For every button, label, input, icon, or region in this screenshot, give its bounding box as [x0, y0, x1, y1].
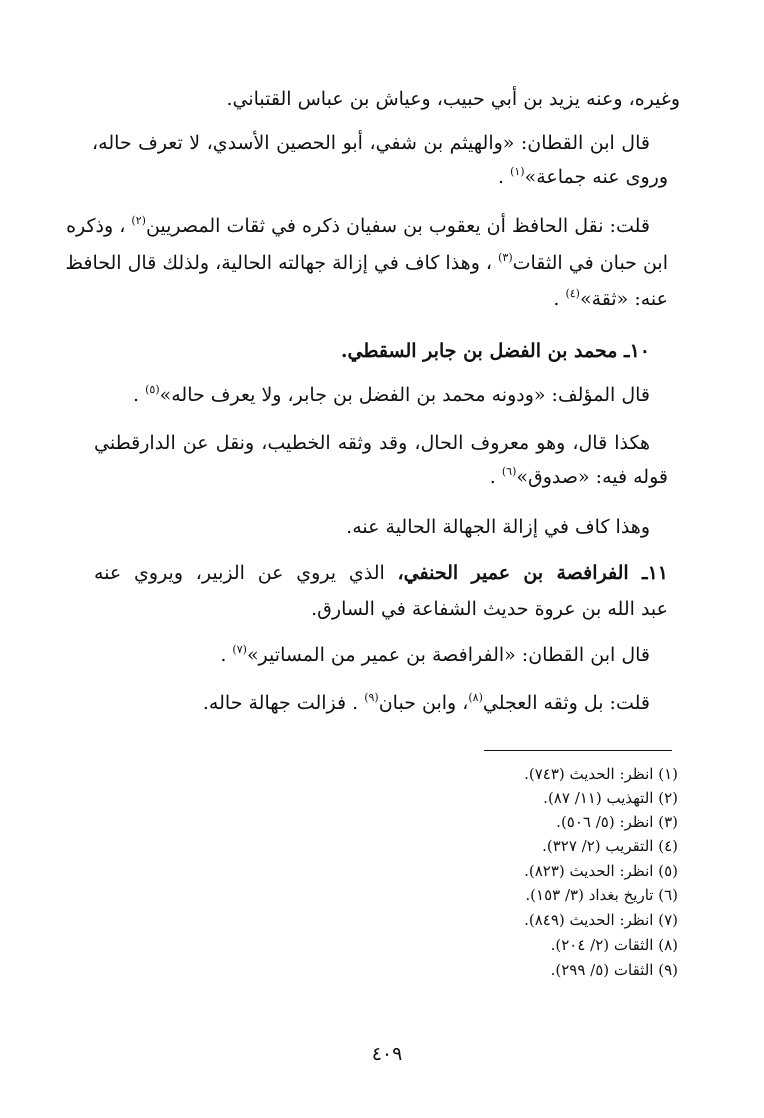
footnote-ref: (٦) — [501, 465, 517, 478]
text-span: ، وابن حبان — [378, 692, 469, 714]
text-line — [66, 211, 650, 241]
footnote-divider — [484, 750, 672, 751]
text-span: قال المؤلف: «ودونه محمد بن الفضل بن جابر، ولا يعرف حاله» — [159, 384, 650, 406]
footnote: (٣) انظر: (٥/ ٥٠٦). — [556, 813, 678, 831]
text-line — [340, 512, 650, 542]
footnote: (٩) الثقات (٥/ ٢٩٩). — [550, 961, 678, 979]
quote-span: قال ابن القطان: «الفرافصة بن عمير من المساتير» — [246, 644, 650, 666]
punctuation: . — [497, 166, 505, 188]
text-line — [92, 128, 650, 158]
text-line — [220, 640, 650, 670]
text-line — [360, 162, 668, 192]
text-line — [180, 84, 680, 114]
footnote: (٨) الثقات (٢/ ٢٠٤). — [550, 936, 678, 954]
text-line — [480, 462, 668, 492]
text-span: الذي يروي عن الزبير، ويروي عنه — [94, 562, 385, 584]
footnote: (١) انظر: الحديث (٧٤٣). — [524, 765, 678, 783]
text-line — [300, 594, 668, 624]
footnote-ref: (٤) — [565, 287, 580, 300]
page-number: ٤٠٩ — [371, 1043, 403, 1065]
punctuation: . — [553, 288, 560, 310]
entry-title: ـ الفرافصة بن عمير الحنفي، — [397, 562, 648, 584]
punctuation: . — [133, 384, 140, 406]
footnote: (٧) انظر: الحديث (٨٤٩). — [524, 911, 678, 929]
text-line — [170, 688, 650, 718]
text-line — [65, 248, 668, 278]
text-span: هكذا قال، وهو معروف الحال، وقد وثقه الخطيب، ونقل عن الدارقطني — [94, 432, 650, 454]
punctuation: . — [489, 466, 496, 488]
text-span: ابن حبان في الثقات — [512, 252, 668, 274]
text-span: قلت: نقل الحافظ أن يعقوب بن سفيان ذكره في ثقات المصريين — [145, 215, 650, 237]
footnote: (٢) التهذيب (١١/ ٨٧). — [543, 789, 678, 807]
text-line — [420, 284, 668, 314]
footnote: (٥) انظر: الحديث (٨٢٣). — [524, 862, 678, 880]
text-span: قلت: بل وثقه العجلي — [482, 692, 650, 714]
entry-number: ١٠ — [629, 340, 650, 362]
footnote-ref: (٣) — [498, 251, 513, 264]
footnote: (٦) تاريخ بغداد (٣/ ١٥٣). — [525, 886, 678, 904]
entry-heading-line — [94, 558, 668, 588]
text-span: قال ابن القطان: «والهيثم بن شفي، أبو الحصين الأسدي، لا تعرف حاله، — [92, 132, 650, 154]
text-span: ، وهذا كاف في إزالة جهالته الحالية، ولذلك قال الحافظ — [65, 252, 493, 274]
text-span: عبد الله بن عروة حديث الشفاعة في السارق. — [311, 598, 668, 620]
text-span: ، وذكره — [66, 215, 126, 237]
text-line — [94, 428, 650, 458]
entry-heading — [300, 336, 650, 366]
text-span: وغيره، وعنه يزيد بن أبي حبيب، وعياش بن عباس القتباني. — [226, 88, 680, 110]
footnote-ref: (٢) — [131, 214, 146, 227]
footnote: (٤) التقريب (٢/ ٣٢٧). — [542, 837, 678, 855]
punctuation: . — [220, 644, 227, 666]
text-line — [130, 380, 650, 410]
entry-heading — [398, 562, 668, 584]
entry-title: ـ محمد بن الفضل بن جابر السقطي. — [340, 340, 630, 362]
quote-span: وروى عنه جماعة» — [524, 166, 668, 188]
footnote-ref: (٥) — [145, 383, 160, 396]
quote-span: عنه: «ثقة» — [579, 288, 668, 310]
text-span: . فزالت جهالة حاله. — [202, 692, 359, 714]
footnote-ref: (٨) — [468, 691, 483, 704]
footnote-ref: (٩) — [364, 691, 379, 704]
footnote-ref: (٧) — [232, 643, 247, 656]
text-span: وهذا كاف في إزالة الجهالة الحالية عنه. — [346, 516, 650, 538]
quote-span: قوله فيه: «صدوق» — [516, 466, 668, 488]
entry-number: ١١ — [647, 562, 668, 584]
footnote-ref: (١) — [510, 165, 525, 178]
